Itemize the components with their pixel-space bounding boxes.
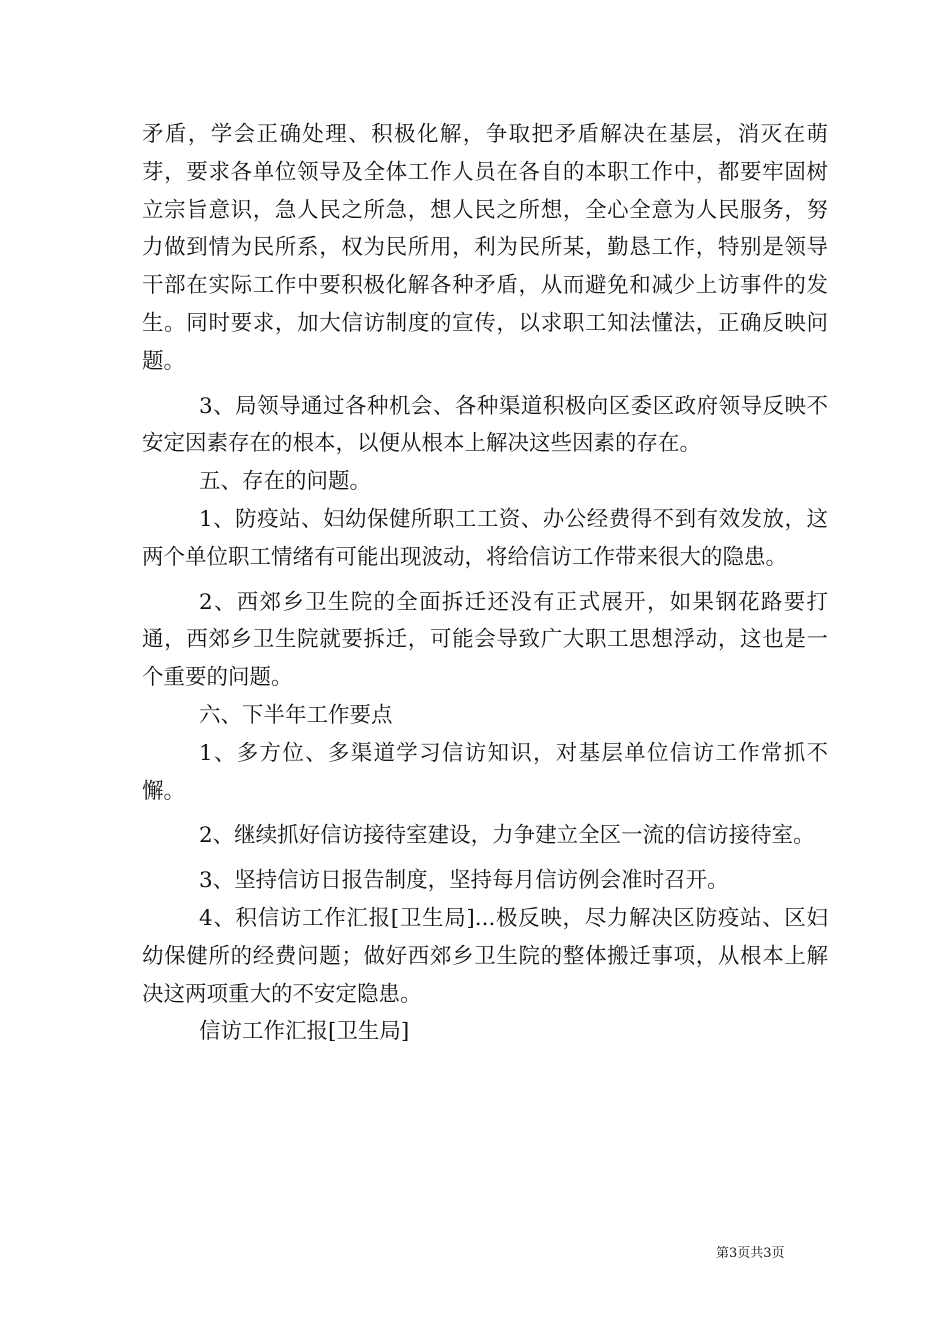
section-heading-plans: 六、下半年工作要点 [199,702,393,728]
paragraph-problem-2: 2、西郊乡卫生院的全面拆迁还没有正式展开，如果钢花路要打通，西郊乡卫生院就要拆迁，可能会导致广大职工思想浮动，这也是一个重要的问题。 [142,589,828,691]
document-body [142,116,828,1051]
paragraph-plan-1: 1、多方位、多渠道学习信访知识，对基层单位信访工作常抓不懈。 [142,740,828,804]
document-title-footer: 信访工作汇报[卫生局] [199,1019,410,1045]
paragraph-plan-3: 3、坚持信访日报告制度，坚持每月信访例会准时召开。 [199,868,729,894]
page-number: 第3页共3页 [716,1246,785,1261]
paragraph-plan-2: 2、继续抓好信访接待室建设，力争建立全区一流的信访接待室。 [199,823,815,849]
paragraph-continued: 矛盾，学会正确处理、积极化解，争取把矛盾解决在基层，消灭在萌芽，要求各单位领导及全体工作人员在各自的本职工作中，都要牢固树立宗旨意识，急人民之所急，想人民之所想，全心全意为人民服务，努力做到情为民所系，权为民所用，利为民所某，勤恳工作，特别是领导干部在实际工作中要积极化解各种矛盾，从而避免和减少上访事件的发生。同时要求，加大信访制度的宣传，以求职工知法懂法，正确反映问题。 [142,122,828,374]
paragraph-plan-4: 4、积信访工作汇报[卫生局]...极反映，尽力解决区防疫站、区妇幼保健所的经费问题；做好西郊乡卫生院的整体搬迁事项，从根本上解决这两项重大的不安定隐患。 [142,905,828,1007]
paragraph-problem-1: 1、防疫站、妇幼保健所职工工资、办公经费得不到有效发放，这两个单位职工情绪有可能出现波动，将给信访工作带来很大的隐患。 [142,506,828,570]
paragraph-item-3: 3、局领导通过各种机会、各种渠道积极向区委区政府领导反映不安定因素存在的根本，以便从根本上解决这些因素的存在。 [142,393,828,457]
section-heading-problems: 五、存在的问题。 [199,469,372,495]
